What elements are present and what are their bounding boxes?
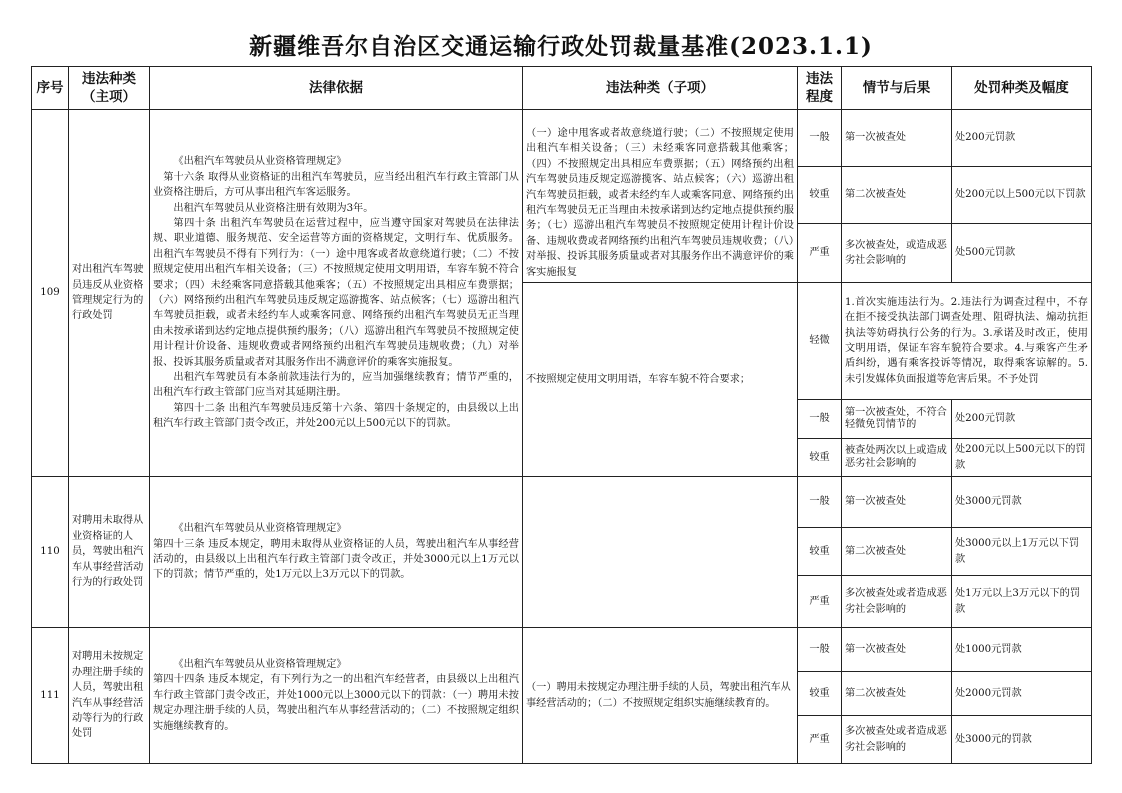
table-row: [32, 628, 1092, 672]
legal-basis-line: 《出租汽车驾驶员从业资格管理规定》: [173, 658, 347, 670]
table-row: [32, 110, 1092, 167]
penalty-cell: 处2000元罚款: [952, 672, 1092, 716]
penalty-cell: 处3000元以上1万元以下罚款: [952, 528, 1092, 576]
header-main-type: 违法种类（主项）: [69, 67, 150, 110]
row-legal-basis: [150, 110, 523, 477]
row-seq: 110: [32, 477, 69, 628]
circumstance-cell: 第一次被查处: [842, 628, 952, 672]
row-legal-basis: [150, 628, 523, 764]
legal-basis-line: 《出租汽车驾驶员从业资格管理规定》: [173, 156, 347, 168]
circumstance-cell: 第二次被查处: [842, 672, 952, 716]
row-sub-type: [523, 110, 798, 283]
header-row: [32, 67, 1092, 110]
legal-basis-line: 出租汽车驾驶员从业资格注册有效期为3年。: [173, 202, 374, 214]
circumstance-cell: 第一次被查处，不符合轻微免罚情节的: [842, 400, 952, 439]
row-seq: 111: [32, 628, 69, 764]
row-sub-type: 不按照规定使用文明用语，车容车貌不符合要求；: [523, 283, 798, 477]
legal-basis-line: 第四十二条 出租汽车驾驶员违反第十六条、第四十条规定的，由县级以上出租汽车行政主管部门责令改正，并处200元以上500元以下的罚款。: [153, 402, 519, 430]
header-legal-basis: 法律依据: [150, 67, 523, 110]
header-circumstance: 情节与后果: [842, 67, 952, 110]
circumstance-cell: 1.首次实施违法行为。2.违法行为调查过程中，不存在拒不接受执法部门调查处理、阻碍执法、煽动抗拒执法等妨碍执行公务的行为。3.承诺及时改正，使用文明用语，保证车容车貌符合要求。4.与乘客产生矛盾纠纷，遇有乘客投诉等情况，取得乘客谅解的。5.未引发媒体负面报道等危害后果。不予处罚: [842, 283, 1092, 400]
circumstance-cell: 多次被查处或者造成恶劣社会影响的: [842, 576, 952, 628]
row-main-type: 对聘用未按规定办理注册手续的人员，驾驶出租汽车从事经营活动等行为的行政处罚: [69, 628, 150, 764]
circumstance-cell: 被查处两次以上或造成恶劣社会影响的: [842, 439, 952, 477]
legal-basis-line: 第四十条 出租汽车驾驶员在运营过程中，应当遵守国家对驾驶员在法律法规、职业道德、服务规范、安全运营等方面的资格规定，文明行车、优质服务。出租汽车驾驶员不得有下列行为：（一）途中甩客或者故意绕道行驶；（二）不按照规定使用出租汽车相关设备；（三）不按照规定使用文明用语，车容车貌不符合要求；（四）未经乘客同意搭载其他乘客；（五）不按照规定出具相应车费票据；（六）网络预约出租汽车驾驶员违反规定巡游揽客、站点候客；（七）巡游出租汽车驾驶员拒载，或者未经约车人或乘客同意、网络预约出租汽车驾驶员无正当理由未按承诺到达约定地点提供预约服务；（八）巡游出租汽车驾驶员不按照规定使用计程计价设备、违规收费或者网络预约出租汽车驾驶员违规收费；（九）对举报、投诉其服务质量或者对其服务作出不满意评价的乘客实施报复。: [153, 217, 519, 368]
degree-cell: 一般: [798, 628, 842, 672]
penalty-cell: 处200元以上500元以下的罚款: [952, 439, 1092, 477]
row-seq: 109: [32, 110, 69, 477]
legal-basis-line: 第四十三条 违反本规定，聘用未取得从业资格证的人员，驾驶出租汽车从事经营活动的，由县级以上出租汽车行政主管部门责令改正，并处3000元以上1万元以下的罚款；情节严重的，处1万元以上3万元以下的罚款。: [153, 538, 519, 581]
degree-cell: 较重: [798, 672, 842, 716]
degree-cell: 严重: [798, 224, 842, 283]
circumstance-cell: 第二次被查处: [842, 528, 952, 576]
penalty-table: [31, 66, 1092, 764]
degree-cell: 一般: [798, 477, 842, 528]
circumstance-cell: 多次被查处，或造成恶劣社会影响的: [842, 224, 952, 283]
degree-cell: 较重: [798, 439, 842, 477]
penalty-cell: 处1万元以上3万元以下的罚款: [952, 576, 1092, 628]
header-seq: 序号: [32, 67, 69, 110]
circumstance-cell: 多次被查处或者造成恶劣社会影响的: [842, 716, 952, 764]
penalty-cell: 处200元罚款: [952, 110, 1092, 167]
circumstance-cell: 第二次被查处: [842, 167, 952, 224]
degree-cell: 一般: [798, 110, 842, 167]
circumstance-cell: 第一次被查处: [842, 110, 952, 167]
sub-type-text: （一）途中甩客或者故意绕道行驶；（二）不按照规定使用出租汽车相关设备；（三）未经乘客同意搭载其他乘客；（四）不按照规定出具相应车费票据；（五）网络预约出租汽车驾驶员违反规定巡游揽客、站点候客；（六）巡游出租汽车驾驶员拒载，或者未经约车人或乘客同意、网络预约出租汽车驾驶员无正当理由未按承诺到达约定地点提供预约服务；（七）巡游出租汽车驾驶员不按照规定使用计程计价设备、违规收费或者网络预约出租汽车驾驶员违规收费；（八）对举报、投诉其服务质量或者对其服务作出不满意评价的乘客实施报复: [526, 127, 794, 278]
penalty-cell: 处3000元的罚款: [952, 716, 1092, 764]
degree-cell: 严重: [798, 716, 842, 764]
table-row: [32, 477, 1092, 528]
legal-basis-line: 第十六条 取得从业资格证的出租汽车驾驶员，应当经出租汽车行政主管部门从业资格注册后，方可从事出租汽车客运服务。: [153, 171, 519, 199]
degree-cell: 较重: [798, 167, 842, 224]
row-main-type: 对聘用未取得从业资格证的人员，驾驶出租汽车从事经营活动行为的行政处罚: [69, 477, 150, 628]
penalty-cell: 处200元以上500元以下罚款: [952, 167, 1092, 224]
legal-basis-line: 第四十四条 违反本规定，有下列行为之一的出租汽车经营者，由县级以上出租汽车行政主管部门责令改正，并处1000元以上3000元以下的罚款：（一）聘用未按规定办理注册手续的人员，驾驶出租汽车从事经营活动的；（二）不按照规定组织实施继续教育的。: [153, 674, 519, 732]
degree-cell: 严重: [798, 576, 842, 628]
degree-cell: 轻微: [798, 283, 842, 400]
penalty-cell: 处500元罚款: [952, 224, 1092, 283]
header-penalty: 处罚种类及幅度: [952, 67, 1092, 110]
header-sub-type: 违法种类（子项）: [523, 67, 798, 110]
legal-basis-line: 《出租汽车驾驶员从业资格管理规定》: [173, 523, 347, 535]
penalty-cell: 处200元罚款: [952, 400, 1092, 439]
penalty-cell: 处1000元罚款: [952, 628, 1092, 672]
penalty-cell: 处3000元罚款: [952, 477, 1092, 528]
row-legal-basis: [150, 477, 523, 628]
row-main-type: 对出租汽车驾驶员违反从业资格管理规定行为的行政处罚: [69, 110, 150, 477]
page-title: 新疆维吾尔自治区交通运输行政处罚裁量基准(2023.1.1): [249, 33, 873, 60]
circumstance-cell: 第一次被查处: [842, 477, 952, 528]
degree-cell: 较重: [798, 528, 842, 576]
header-degree: 违法程度: [798, 67, 842, 110]
degree-cell: 一般: [798, 400, 842, 439]
legal-basis-line: 出租汽车驾驶员有本条前款违法行为的，应当加强继续教育；情节严重的，出租汽车行政主管部门应当对其延期注册。: [153, 372, 519, 399]
row-sub-type: [523, 477, 798, 628]
row-sub-type: （一）聘用未按规定办理注册手续的人员，驾驶出租汽车从事经营活动的；（二）不按照规定组织实施继续教育的。: [523, 628, 798, 764]
